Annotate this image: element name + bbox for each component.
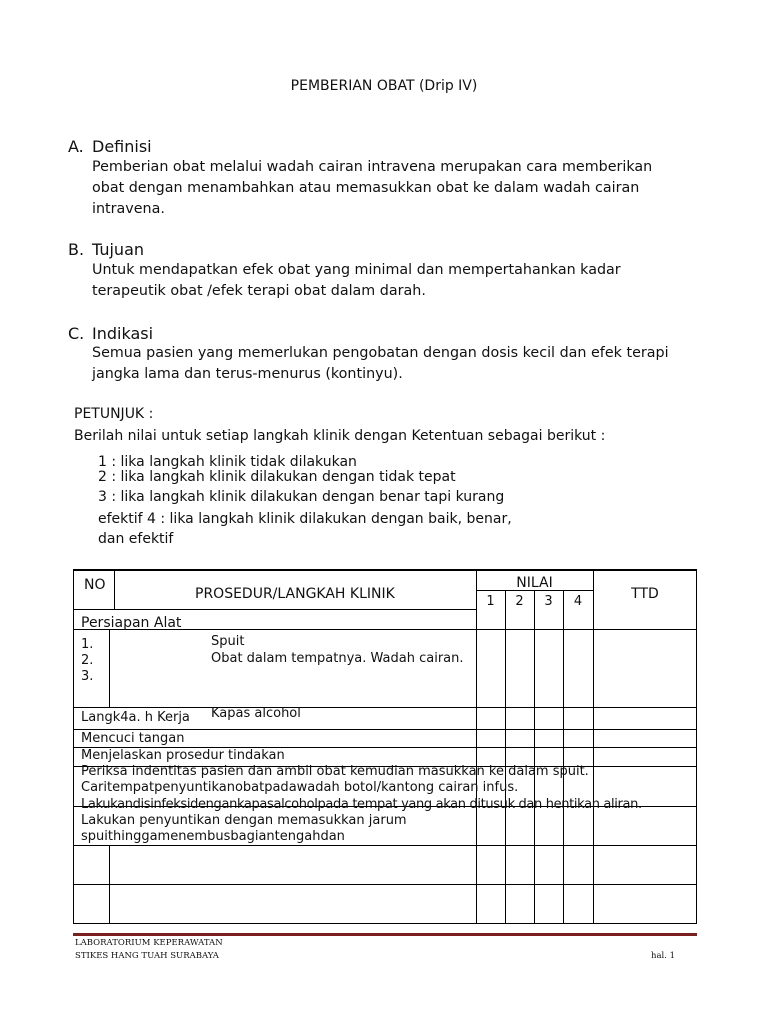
section-b-letter: B. [68, 240, 85, 259]
table-line [73, 845, 697, 846]
petunjuk-label: PETUNJUK : [74, 406, 154, 422]
section-a-heading: Definisi [92, 137, 152, 156]
scale-item: 3 : lika langkah klinik dilakukan dengan benar tapi kurang [98, 489, 505, 505]
step-text: spuithinggamenembusbagiantengahdan [81, 829, 345, 844]
column-header-no: NO [84, 577, 106, 593]
langkah-label: Langk4a. h Kerja [81, 710, 190, 725]
step-text: Mencuci tangan [81, 731, 185, 746]
scale-item: efektif 4 : lika langkah klinik dilakukan dengan baik, benar, [98, 511, 512, 527]
item-number: 3. [81, 669, 94, 684]
item-number: 2. [81, 653, 94, 668]
score-header-3: 3 [544, 594, 553, 609]
column-header-ttd: TTD [631, 586, 659, 602]
scale-item: dan efektif [98, 531, 174, 547]
persiapan-item: Kapas alcohol [211, 706, 301, 721]
column-header-nilai: NILAI [516, 575, 553, 591]
step-text: Caritempatpenyuntikanobatpadawadah botol/kantong cairan infus. [81, 780, 519, 795]
table-line [505, 590, 506, 924]
table-line [563, 590, 564, 924]
table-line [534, 590, 535, 924]
persiapan-item: Spuit [211, 634, 245, 649]
text-line: terapeutik obat /efek terapi obat dalam darah. [92, 283, 426, 299]
section-b-text [92, 260, 692, 302]
step-text: Menjelaskan prosedur tindakan [81, 748, 285, 763]
table-line [73, 729, 697, 730]
table-line [109, 845, 110, 924]
footer-institution-line2: STIKES HANG TUAH SURABAYA [75, 951, 219, 961]
section-b-heading: Tujuan [92, 240, 145, 259]
score-header-1: 1 [486, 594, 495, 609]
text-line: Semua pasien yang memerlukan pengobatan dengan dosis kecil dan efek terapi [92, 345, 669, 361]
section-c-letter: C. [68, 324, 85, 343]
score-header-4: 4 [573, 594, 583, 609]
scale-item: 1 : lika langkah klinik tidak dilakukan [98, 454, 357, 470]
persiapan-item: Obat dalam tempatnya. Wadah cairan. [211, 651, 464, 666]
text-line: intravena. [92, 201, 165, 217]
footer-institution-line1: LABORATORIUM KEPERAWATAN [75, 938, 223, 948]
text-line: Pemberian obat melalui wadah cairan intravena merupakan cara memberikan [92, 159, 653, 175]
section-c-heading: Indikasi [92, 324, 154, 343]
text-line: Untuk mendapatkan efek obat yang minimal dan mempertahankan kadar [92, 262, 621, 278]
item-number: 1. [81, 637, 94, 652]
table-line [114, 569, 115, 609]
column-header-prosedur: PROSEDUR/LANGKAH KLINIK [195, 586, 395, 602]
table-line [73, 609, 476, 610]
step-text: Lakukan penyuntikan dengan memasukkan jarum [81, 813, 407, 828]
score-header-2: 2 [515, 594, 524, 609]
persiapan-label: Persiapan Alat [81, 615, 182, 631]
table-line [73, 707, 697, 708]
scale-item: 2 : lika langkah klinik dilakukan dengan tidak tepat [98, 469, 456, 485]
section-c-text [92, 343, 692, 385]
petunjuk-instruction: Berilah nilai untuk setiap langkah klinik dengan Ketentuan sebagai berikut : [74, 428, 606, 444]
table-border [73, 569, 697, 571]
section-a-text [92, 157, 692, 220]
footer-divider [73, 933, 697, 936]
page-title: PEMBERIAN OBAT (Drip IV) [290, 78, 478, 94]
text-line: jangka lama dan terus-menurus (kontinyu). [92, 366, 403, 382]
table-line [73, 884, 697, 885]
text-line: obat dengan menambahkan atau memasukkan obat ke dalam wadah cairan [92, 180, 640, 196]
table-line [109, 629, 110, 708]
page-number: hal. 1 [651, 951, 676, 961]
section-a-letter: A. [68, 137, 84, 156]
table-border [73, 923, 697, 924]
step-text: Periksa indentitas pasien dan ambil obat kemudian masukkan ke dalam spuit. [81, 764, 589, 779]
step-text: Lakukandisinfeksidengankapasalcoholpada tempat yang akan ditusuk dan hentikan aliran. [81, 797, 642, 812]
